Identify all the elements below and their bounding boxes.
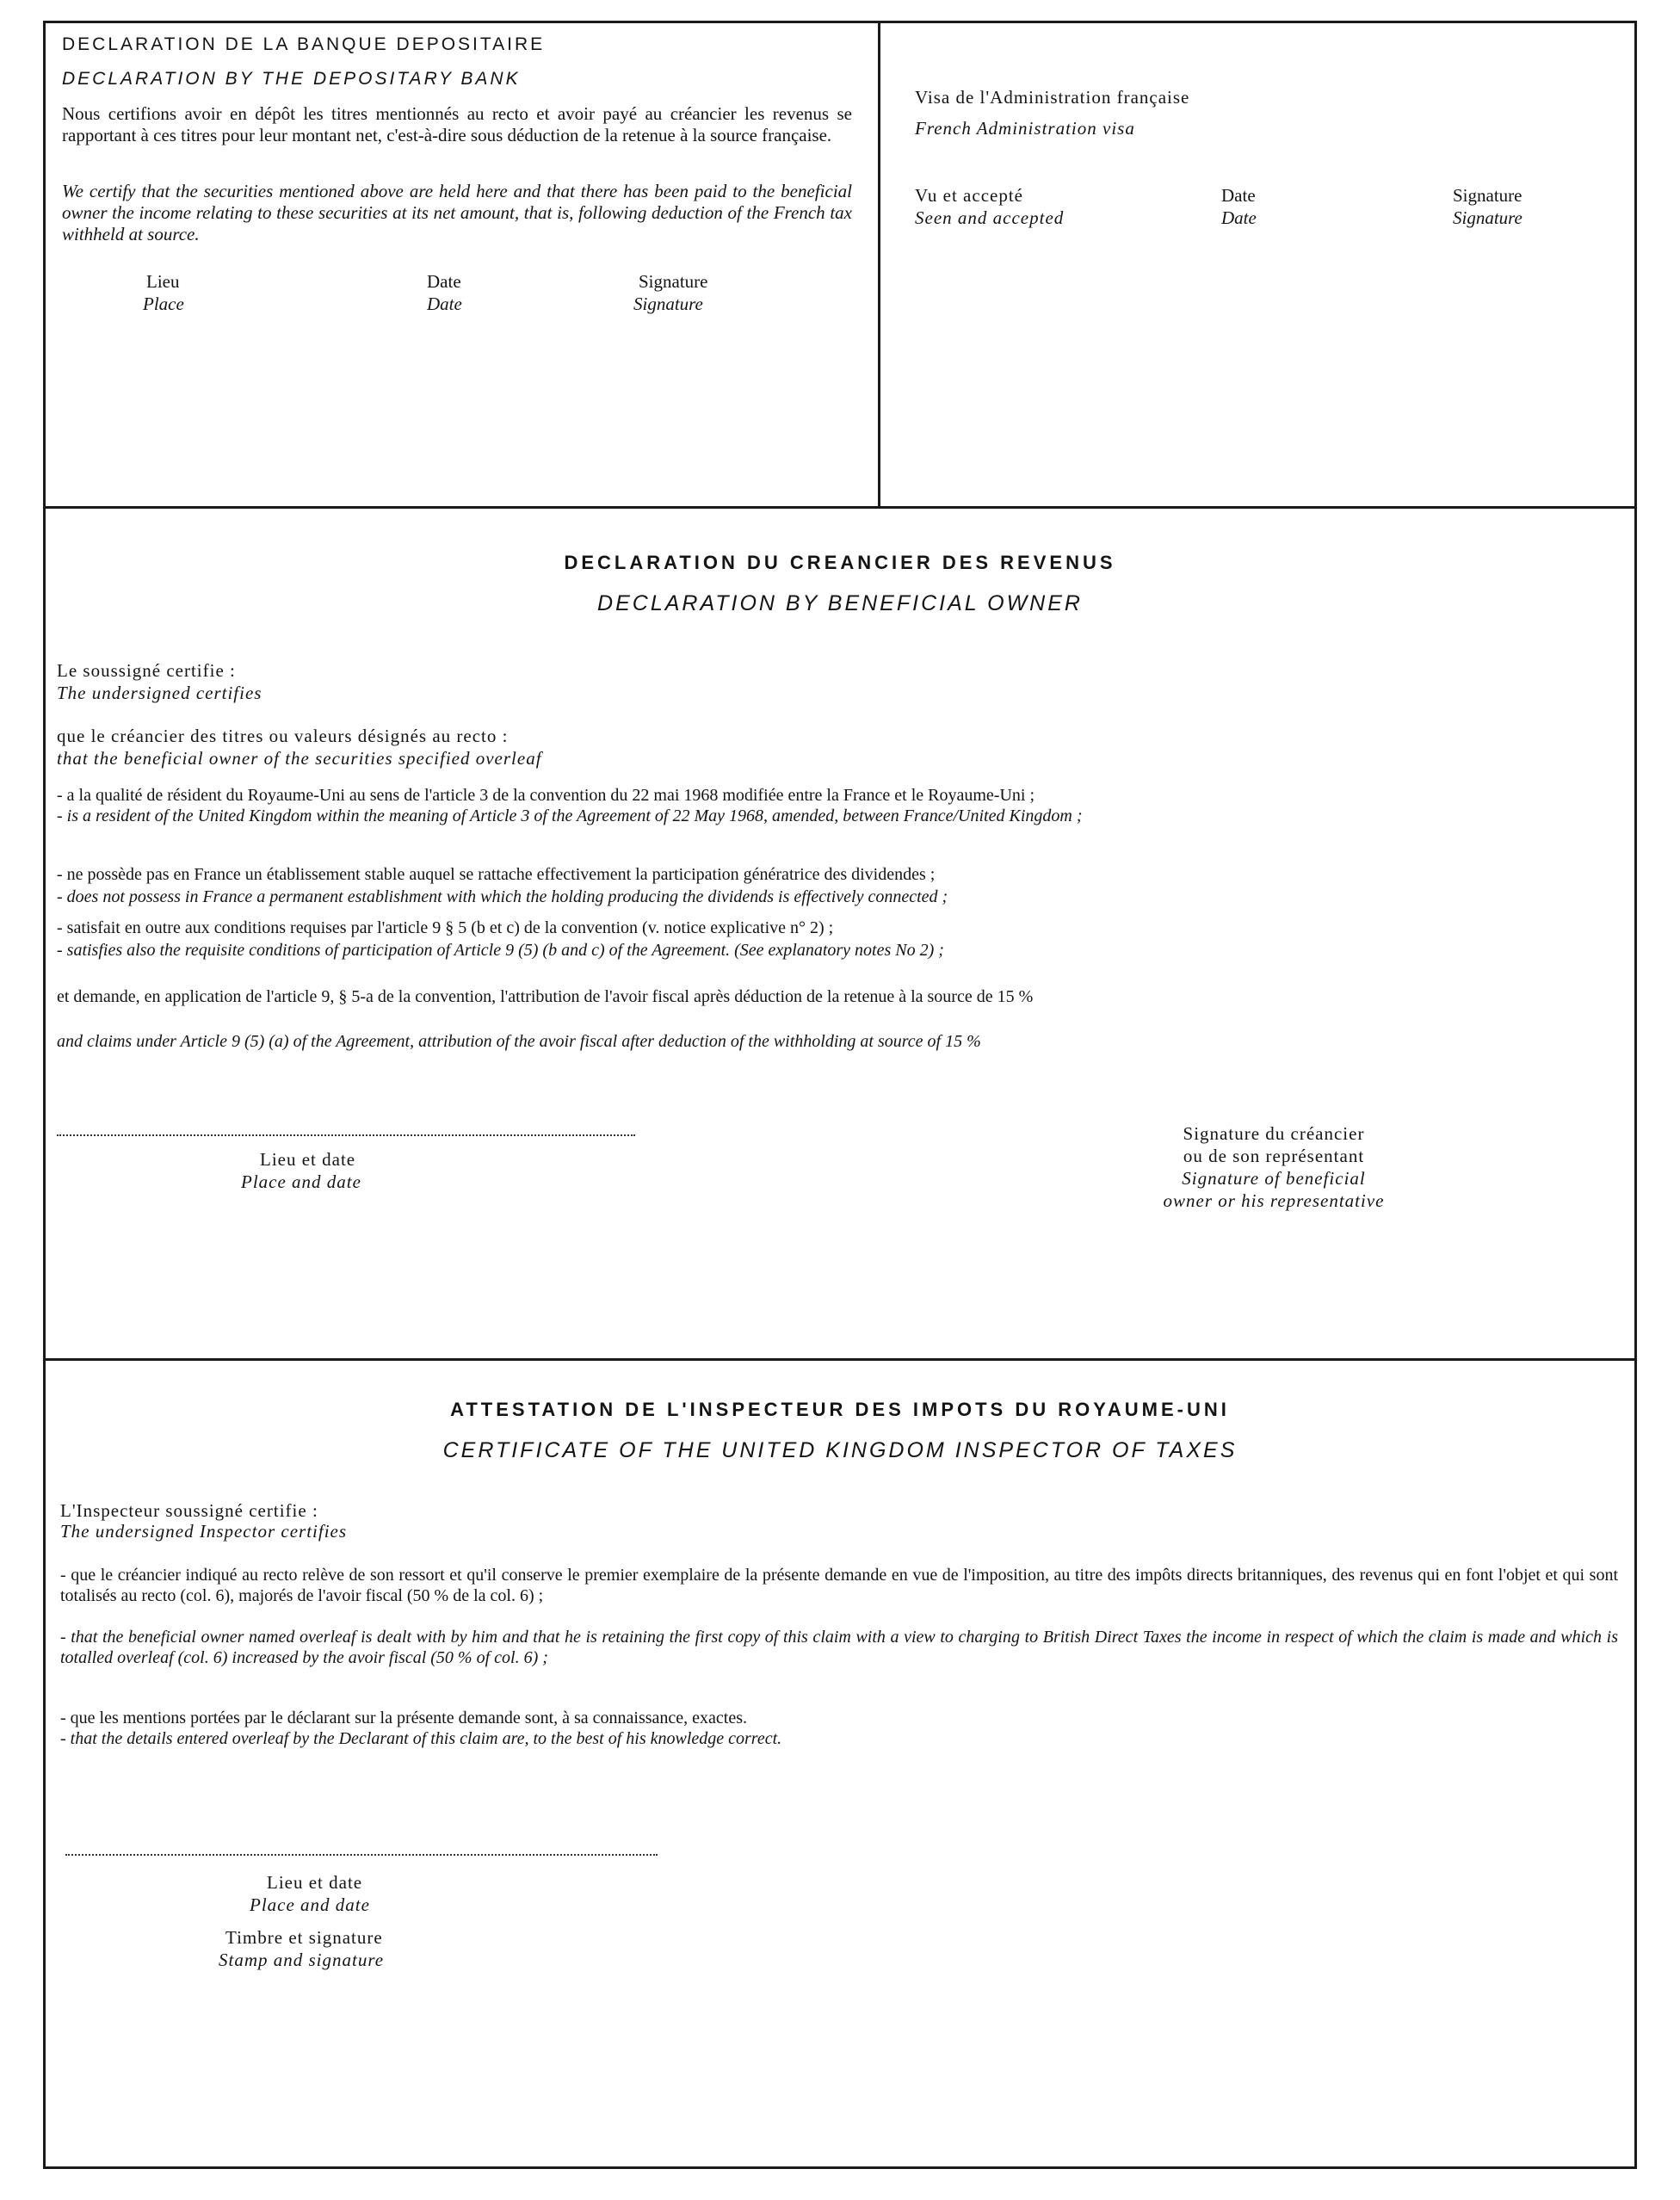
owner-place-date-label: Place and date — [241, 1171, 361, 1192]
visa-signature-label-fr: Signature — [1453, 185, 1522, 206]
form-frame — [43, 21, 1637, 2169]
inspector-item1-fr: - que le créancier indiqué au recto relève de son ressort et qu'il conserve le premier exemplaire de la présente demande en vue de l'imposition, au titre des impôts directs britanniques, des revenus qui en font l'objet et qui sont totalisés au recto (col. 6), majorés de l'avoir fiscal (50 % de la col. 6) ; — [60, 1566, 1618, 1605]
owner-que-en: that the beneficial owner of the securities specified overleaf — [57, 748, 542, 769]
owner-signature-label-4: owner or his representative — [1163, 1190, 1385, 1211]
bank-place-label: Place — [143, 294, 184, 314]
owner-item2-en: - does not possess in France a permanent establishment with which the holding producing the dividends is effectively connected ; — [57, 887, 948, 906]
owner-item3-en: - satisfies also the requisite conditions of participation of Article 9 (5) (b and c) of the Agreement. (See explanatory notes No 2) ; — [57, 941, 944, 960]
owner-certifies-fr: Le soussigné certifie : — [57, 660, 236, 681]
inspector-title-en: CERTIFICATE OF THE UNITED KINGDOM INSPECTOR OF TAXES — [442, 1438, 1238, 1462]
owner-item2-fr: - ne possède pas en France un établissement stable auquel se rattache effectivement la participation génératrice des dividendes ; — [57, 865, 936, 884]
inspector-lieu-date-label: Lieu et date — [267, 1872, 363, 1893]
bank-lieu-label: Lieu — [146, 271, 180, 292]
bank-text-fr: Nous certifions avoir en dépôt les titres mentionnés au recto et avoir payé au créancier les revenus se rapportant à ces titres pour leur montant net, c'est-à-dire sous déduction de la retenue à la source française. — [62, 103, 852, 145]
bank-date-label-en: Date — [427, 294, 462, 314]
owner-lieu-date-label: Lieu et date — [260, 1149, 356, 1170]
owner-que-fr: que le créancier des titres ou valeurs désignés au recto : — [57, 726, 509, 746]
inspector-place-date-label: Place and date — [250, 1894, 370, 1915]
visa-date-label-en: Date — [1221, 207, 1257, 228]
bank-title-fr: DECLARATION DE LA BANQUE DEPOSITAIRE — [62, 34, 546, 54]
inspector-title-fr: ATTESTATION DE L'INSPECTEUR DES IMPOTS DU ROYAUME-UNI — [450, 1399, 1230, 1420]
visa-accepted-fr: Vu et accepté — [915, 185, 1023, 206]
inspector-item2-en: - that the details entered overleaf by the Declarant of this claim are, to the best of his knowledge correct. — [60, 1729, 782, 1748]
owner-signature-label-1: Signature du créancier — [1183, 1123, 1365, 1144]
visa-title-fr: Visa de l'Administration française — [915, 87, 1190, 108]
owner-item1-en: - is a resident of the United Kingdom within the meaning of Article 3 of the Agreement of 22 May 1968, amended, between France/United Kingdom ; — [57, 806, 1083, 825]
owner-place-date-line[interactable] — [57, 1134, 635, 1136]
bank-signature-label-fr: Signature — [639, 271, 708, 292]
owner-claim-fr: et demande, en application de l'article 9, § 5-a de la convention, l'attribution de l'avoir fiscal après déduction de la retenue à la source de 15 % — [57, 987, 1034, 1006]
bank-date-label-fr: Date — [427, 271, 461, 292]
visa-accepted-en: Seen and accepted — [915, 207, 1065, 228]
inspector-item2-fr: - que les mentions portées par le déclarant sur la présente demande sont, à sa connaissance, exactes. — [60, 1709, 748, 1727]
owner-title-fr: DECLARATION DU CREANCIER DES REVENUS — [564, 552, 1116, 573]
owner-claim-en: and claims under Article 9 (5) (a) of the Agreement, attribution of the avoir fiscal after deduction of the withholding at source of 15 % — [57, 1032, 981, 1051]
inspector-certifies-fr: L'Inspecteur soussigné certifie : — [60, 1500, 318, 1521]
section-divider-1 — [43, 506, 1637, 509]
visa-date-label-fr: Date — [1221, 185, 1256, 206]
owner-signature-label-2: ou de son représentant — [1183, 1146, 1365, 1166]
section-divider-2 — [43, 1358, 1637, 1361]
inspector-stamp-label-fr: Timbre et signature — [225, 1927, 383, 1948]
inspector-certifies-en: The undersigned Inspector certifies — [60, 1521, 348, 1542]
visa-signature-label-en: Signature — [1453, 207, 1522, 228]
inspector-stamp-label-en: Stamp and signature — [219, 1950, 385, 1970]
inspector-place-date-line[interactable] — [65, 1854, 658, 1856]
visa-title-en: French Administration visa — [915, 118, 1135, 139]
bank-title-en: DECLARATION BY THE DEPOSITARY BANK — [62, 69, 521, 89]
top-section-divider — [878, 21, 880, 508]
inspector-item1-en: - that the beneficial owner named overleaf is dealt with by him and that he is retaining the first copy of this claim with a view to charging to British Direct Taxes the income in respect of which the claim is made and which is totalled overleaf (col. 6) increased by the avoir fiscal (50 % of col. 6) ; — [60, 1628, 1618, 1667]
owner-item1-fr: - a la qualité de résident du Royaume-Uni au sens de l'article 3 de la convention du 22 mai 1968 modifiée entre la France et le Royaume-Uni ; — [57, 786, 1035, 805]
owner-item3-fr: - satisfait en outre aux conditions requises par l'article 9 § 5 (b et c) de la convention (v. notice explicative n° 2) ; — [57, 918, 834, 937]
owner-signature-label-3: Signature of beneficial — [1182, 1168, 1366, 1189]
owner-title-en: DECLARATION BY BENEFICIAL OWNER — [597, 591, 1083, 615]
owner-certifies-en: The undersigned certifies — [57, 683, 262, 703]
bank-signature-label-en: Signature — [633, 294, 703, 314]
bank-text-en: We certify that the securities mentioned above are held here and that there has been paid to the beneficial owner the income relating to these securities at its net amount, that is, following deduction of the French tax withheld at source. — [62, 181, 852, 244]
